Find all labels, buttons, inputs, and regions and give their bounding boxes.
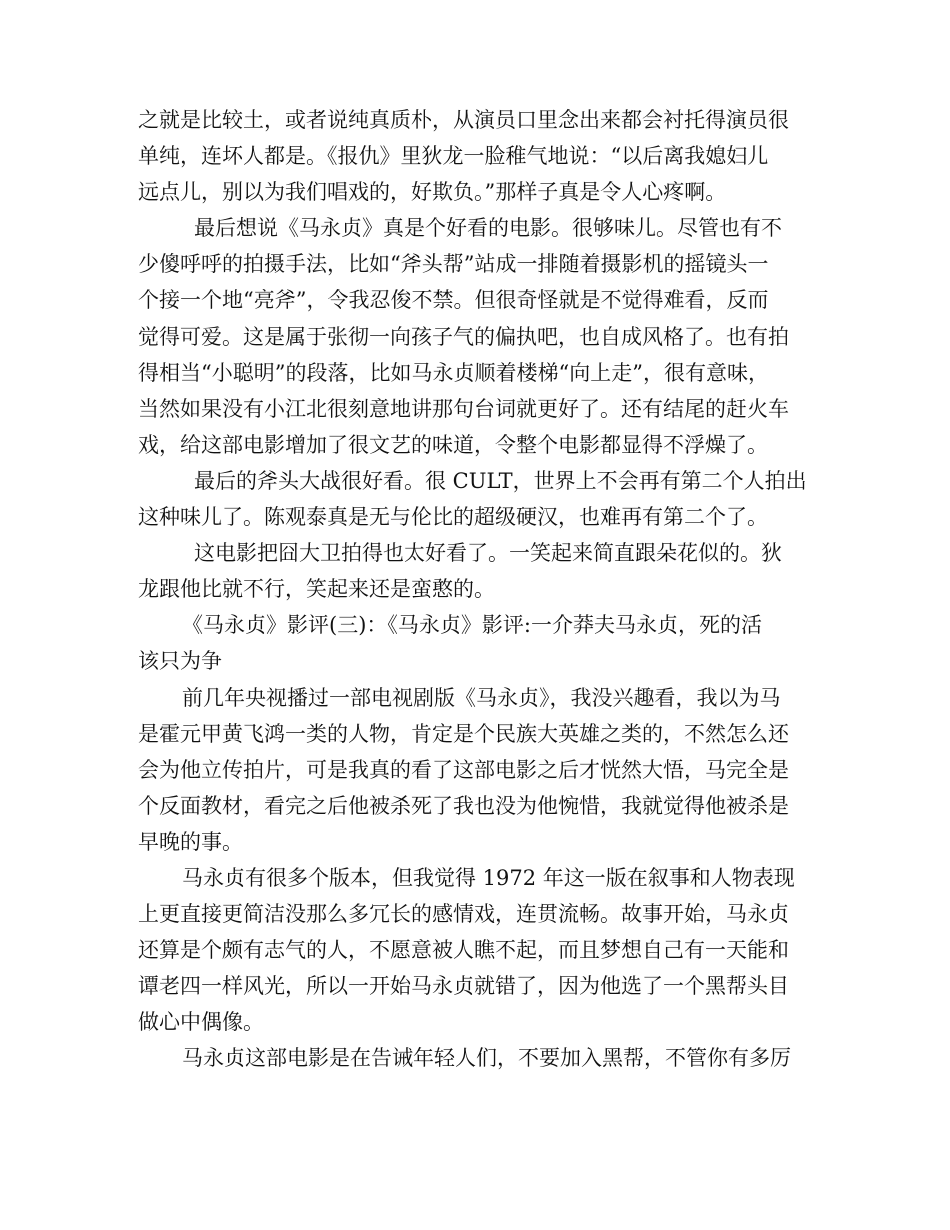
text-line: 远点儿，别以为我们唱戏的，好欺负。”那样子真是令人心疼啊。 bbox=[138, 180, 727, 205]
text-line: 做心中偶像。 bbox=[138, 1010, 264, 1035]
text-line: 上更直接更简洁没那么多冗长的感情戏，连贯流畅。故事开始，马永贞 bbox=[138, 902, 789, 927]
text-line: 单纯，连坏人都是。《报仇》里狄龙一脸稚气地说：“以后离我媳妇儿 bbox=[138, 144, 769, 169]
paragraph-start-line: 这电影把囧大卫拍得也太好看了。一笑起来简直跟朵花似的。狄 bbox=[194, 541, 782, 566]
text-line: 谭老四一样风光，所以一开始马永贞就错了，因为他选了一个黑帮头目 bbox=[138, 974, 789, 999]
text-line: 当然如果没有小江北很刻意地讲那句台词就更好了。还有结尾的赶火车 bbox=[138, 396, 789, 421]
text-line: 之就是比较土，或者说纯真质朴，从演员口里念出来都会衬托得演员很 bbox=[138, 108, 789, 132]
paragraph-start-line: 最后想说《马永贞》真是个好看的电影。很够味儿。尽管也有不 bbox=[194, 216, 782, 241]
text-line: 是霍元甲黄飞鸿一类的人物，肯定是个民族大英雄之类的，不然怎么还 bbox=[138, 721, 789, 746]
text-line: 得相当“小聪明”的段落，比如马永贞顺着楼梯“向上走”，很有意味， bbox=[138, 360, 769, 385]
text-line: 个反面教材，看完之后他被杀死了我也没为他惋惜，我就觉得他被杀是 bbox=[138, 793, 789, 818]
paragraph-start-line: 马永贞有很多个版本，但我觉得 1972 年这一版在叙事和人物表现 bbox=[182, 865, 795, 890]
text-line: 个接一个地“亮斧”，令我忍俊不禁。但很奇怪就是不觉得难看，反而 bbox=[138, 288, 769, 313]
text-line: 龙跟他比就不行，笑起来还是蛮憨的。 bbox=[138, 577, 495, 602]
text-line: 戏，给这部电影增加了很文艺的味道，令整个电影都显得不浮燥了。 bbox=[138, 432, 768, 457]
text-line: 这种味儿了。陈观泰真是无与伦比的超级硬汉，也难再有第二个了。 bbox=[138, 505, 768, 530]
section-title-line: 《马永贞》影评(三)：《马永贞》影评:一介莽夫马永贞，死的活 bbox=[182, 613, 762, 638]
paragraph-start-line: 最后的斧头大战很好看。很 CULT，世界上不会再有第二个人拍出 bbox=[194, 468, 807, 493]
paragraph-start-line: 马永贞这部电影是在告诫年轻人们，不要加入黑帮，不管你有多厉 bbox=[182, 1046, 791, 1071]
text-line: 早晚的事。 bbox=[138, 829, 243, 854]
text-line: 觉得可爱。这是属于张彻一向孩子气的偏执吧，也自成风格了。也有拍 bbox=[138, 324, 789, 349]
text-line: 会为他立传拍片，可是我真的看了这部电影之后才恍然大悟，马完全是 bbox=[138, 757, 789, 782]
article-body bbox=[138, 102, 818, 1077]
section-title-line: 该只为争 bbox=[138, 649, 222, 674]
text-line: 还算是个颇有志气的人，不愿意被人瞧不起，而且梦想自己有一天能和 bbox=[138, 938, 789, 963]
text-line: 少傻呼呼的拍摄手法，比如“斧头帮”站成一排随着摄影机的摇镜头一 bbox=[138, 252, 769, 277]
paragraph-start-line: 前几年央视播过一部电视剧版《马永贞》，我没兴趣看，我以为马 bbox=[182, 685, 781, 710]
